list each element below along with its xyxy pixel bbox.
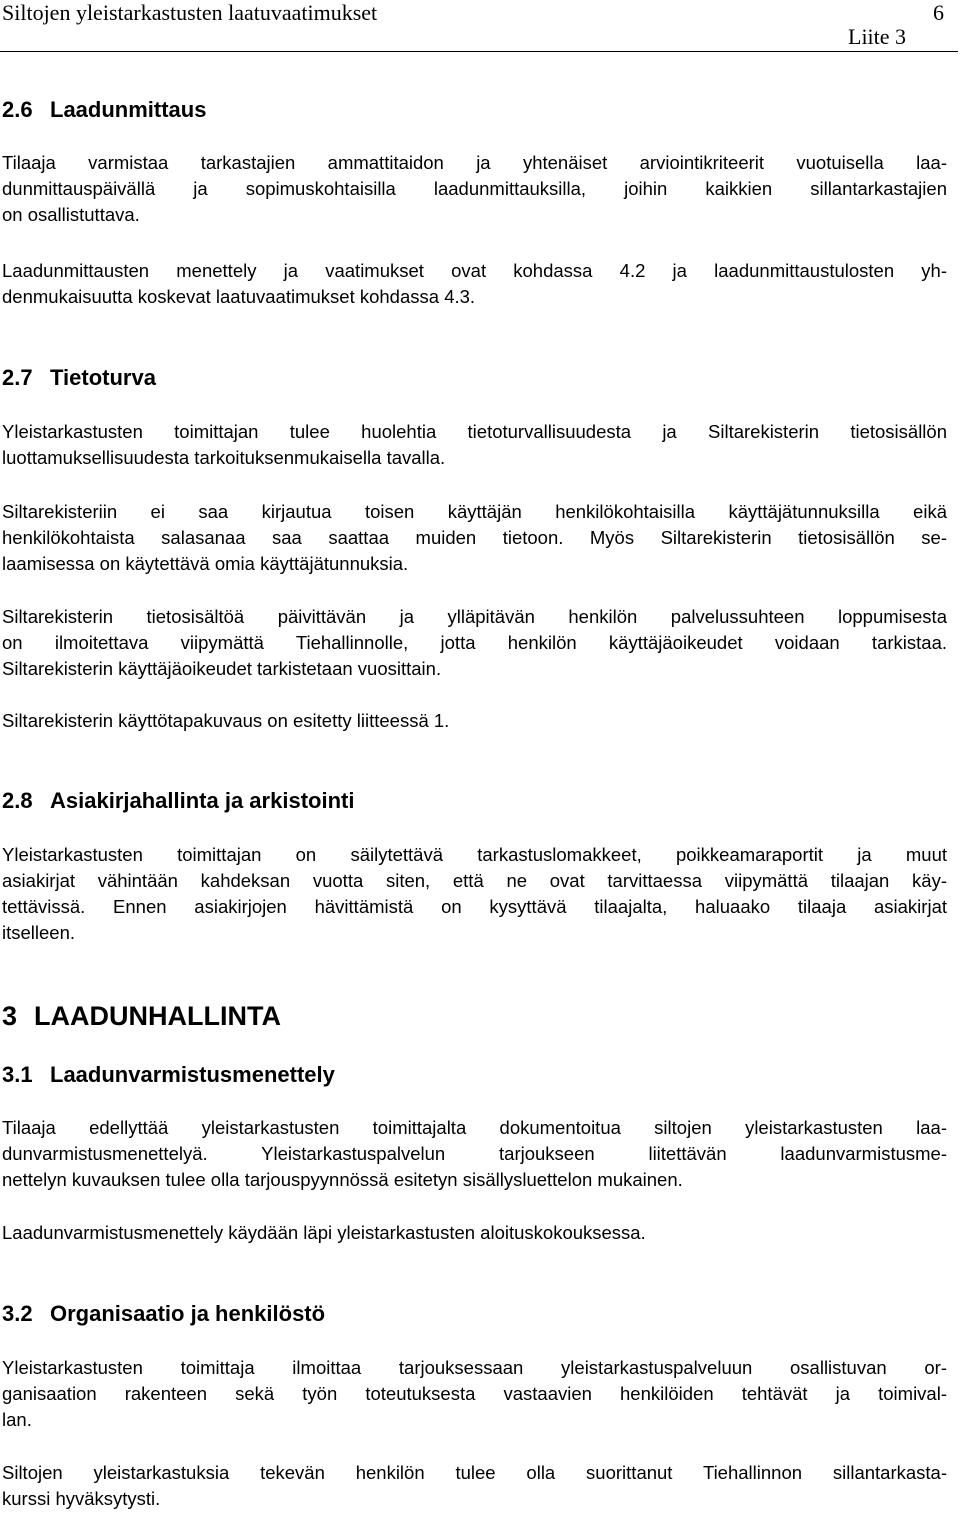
paragraph-3-1-2	[2, 1220, 947, 1246]
section-number: 3	[2, 1001, 18, 1031]
heading-2-8	[2, 787, 354, 815]
text-line: dunmittauspäivällä ja sopimuskohtaisilla laadunmittauksilla, joihin kaikkien sillantarkastajien	[2, 178, 947, 199]
text-line: Siltojen yleistarkastuksia tekevän henkilön tulee olla suorittanut Tiehallinnon sillantarkasta-	[2, 1462, 947, 1483]
section-title: Tietoturva	[50, 365, 156, 390]
paragraph-3-2-2	[2, 1460, 947, 1512]
text-line: ganisaation rakenteen sekä työn toteutuksesta vastaavien henkilöiden tehtävät ja toimival-	[2, 1383, 947, 1404]
text-line: Siltarekisterin tietosisältöä päivittävän ja ylläpitävän henkilön palvelussuhteen loppumisesta	[2, 606, 947, 627]
text-line: on ilmoitettava viipymättä Tiehallinnolle, jotta henkilön käyttäjäoikeudet voidaan tarkistaa.	[2, 632, 947, 653]
text-line: luottamuksellisuudesta tarkoituksenmukaisella tavalla.	[2, 447, 446, 468]
section-number: 3.1	[2, 1062, 33, 1087]
section-title: Laadunvarmistusmenettely	[50, 1062, 335, 1087]
text-line: kurssi hyväksytysti.	[2, 1488, 161, 1509]
paragraph-2-7-4	[2, 708, 947, 734]
heading-3	[2, 1000, 281, 1032]
text-line: itselleen.	[2, 922, 76, 943]
section-title: Organisaatio ja henkilöstö	[50, 1301, 326, 1326]
text-line: Tilaaja varmistaa tarkastajien ammattitaidon ja yhtenäiset arviointikriteerit vuotuisella laa-	[2, 152, 947, 173]
heading-3-1	[2, 1061, 335, 1089]
heading-3-2	[2, 1300, 325, 1328]
heading-2-6	[2, 96, 206, 124]
text-line: henkilökohtaista salasanaa saa saattaa muiden tietoon. Myös Siltarekisterin tietosisällön se-	[2, 527, 947, 548]
section-number: 2.7	[2, 365, 33, 390]
page-number: 6	[933, 0, 944, 25]
running-header-title: Siltojen yleistarkastusten laatuvaatimukset	[2, 0, 378, 25]
paragraph-3-2-1	[2, 1355, 947, 1433]
paragraph-2-7-2	[2, 499, 947, 577]
text-line: lan.	[2, 1409, 32, 1430]
paragraph-2-7-1	[2, 419, 947, 471]
heading-2-7	[2, 364, 156, 392]
text-line: nettelyn kuvauksen tulee olla tarjouspyynnössä esitetyn sisällysluettelon mukainen.	[2, 1169, 683, 1190]
text-line: Tilaaja edellyttää yleistarkastusten toimittajalta dokumentoitua siltojen yleistarkastusten laa-	[2, 1117, 947, 1138]
text-line: denmukaisuutta koskevat laatuvaatimukset kohdassa 4.3.	[2, 286, 476, 307]
text-line: Yleistarkastusten toimittajan tulee huolehtia tietoturvallisuudesta ja Siltarekisterin tietosisällön	[2, 421, 947, 442]
text-line: Laadunvarmistusmenettely käydään läpi yleistarkastusten aloituskokouksessa.	[2, 1222, 646, 1243]
paragraph-2-6-2	[2, 258, 947, 310]
text-line: Yleistarkastusten toimittaja ilmoittaa tarjouksessaan yleistarkastuspalveluun osallistuvan or-	[2, 1357, 947, 1378]
paragraph-3-1-1	[2, 1115, 947, 1193]
text-line: Yleistarkastusten toimittajan on säilytettävä tarkastuslomakkeet, poikkeamaraportit ja muut	[2, 844, 947, 865]
text-line: tettävissä. Ennen asiakirjojen hävittämistä on kysyttävä tilaajalta, haluaako tilaaja asiakirjat	[2, 896, 947, 917]
text-line: on osallistuttava.	[2, 204, 140, 225]
section-title: Laadunmittaus	[50, 97, 207, 122]
paragraph-2-6-1	[2, 150, 947, 228]
section-number: 3.2	[2, 1301, 33, 1326]
header-divider	[0, 51, 958, 52]
text-line: Siltarekisterin käyttötapakuvaus on esitetty liitteessä 1.	[2, 710, 450, 731]
text-line: Siltarekisterin käyttäjäoikeudet tarkistetaan vuosittain.	[2, 658, 442, 679]
paragraph-2-8-1	[2, 842, 947, 946]
text-line: laamisessa on käytettävä omia käyttäjätunnuksia.	[2, 553, 409, 574]
text-line: dunvarmistusmenettelyä. Yleistarkastuspalvelun tarjoukseen liitettävän laadunvarmistusme-	[2, 1143, 947, 1164]
section-title: LAADUNHALLINTA	[34, 1001, 281, 1031]
section-title: Asiakirjahallinta ja arkistointi	[50, 788, 355, 813]
text-line: Siltarekisteriin ei saa kirjautua toisen käyttäjän henkilökohtaisilla käyttäjätunnuksilla eikä	[2, 501, 947, 522]
paragraph-2-7-3	[2, 604, 947, 682]
attachment-label: Liite 3	[848, 24, 907, 49]
text-line: asiakirjat vähintään kahdeksan vuotta siten, että ne ovat tarvittaessa viipymättä tilaajan käy-	[2, 870, 947, 891]
text-line: Laadunmittausten menettely ja vaatimukset ovat kohdassa 4.2 ja laadunmittaustulosten yh-	[2, 260, 947, 281]
section-number: 2.6	[2, 97, 33, 122]
section-number: 2.8	[2, 788, 33, 813]
